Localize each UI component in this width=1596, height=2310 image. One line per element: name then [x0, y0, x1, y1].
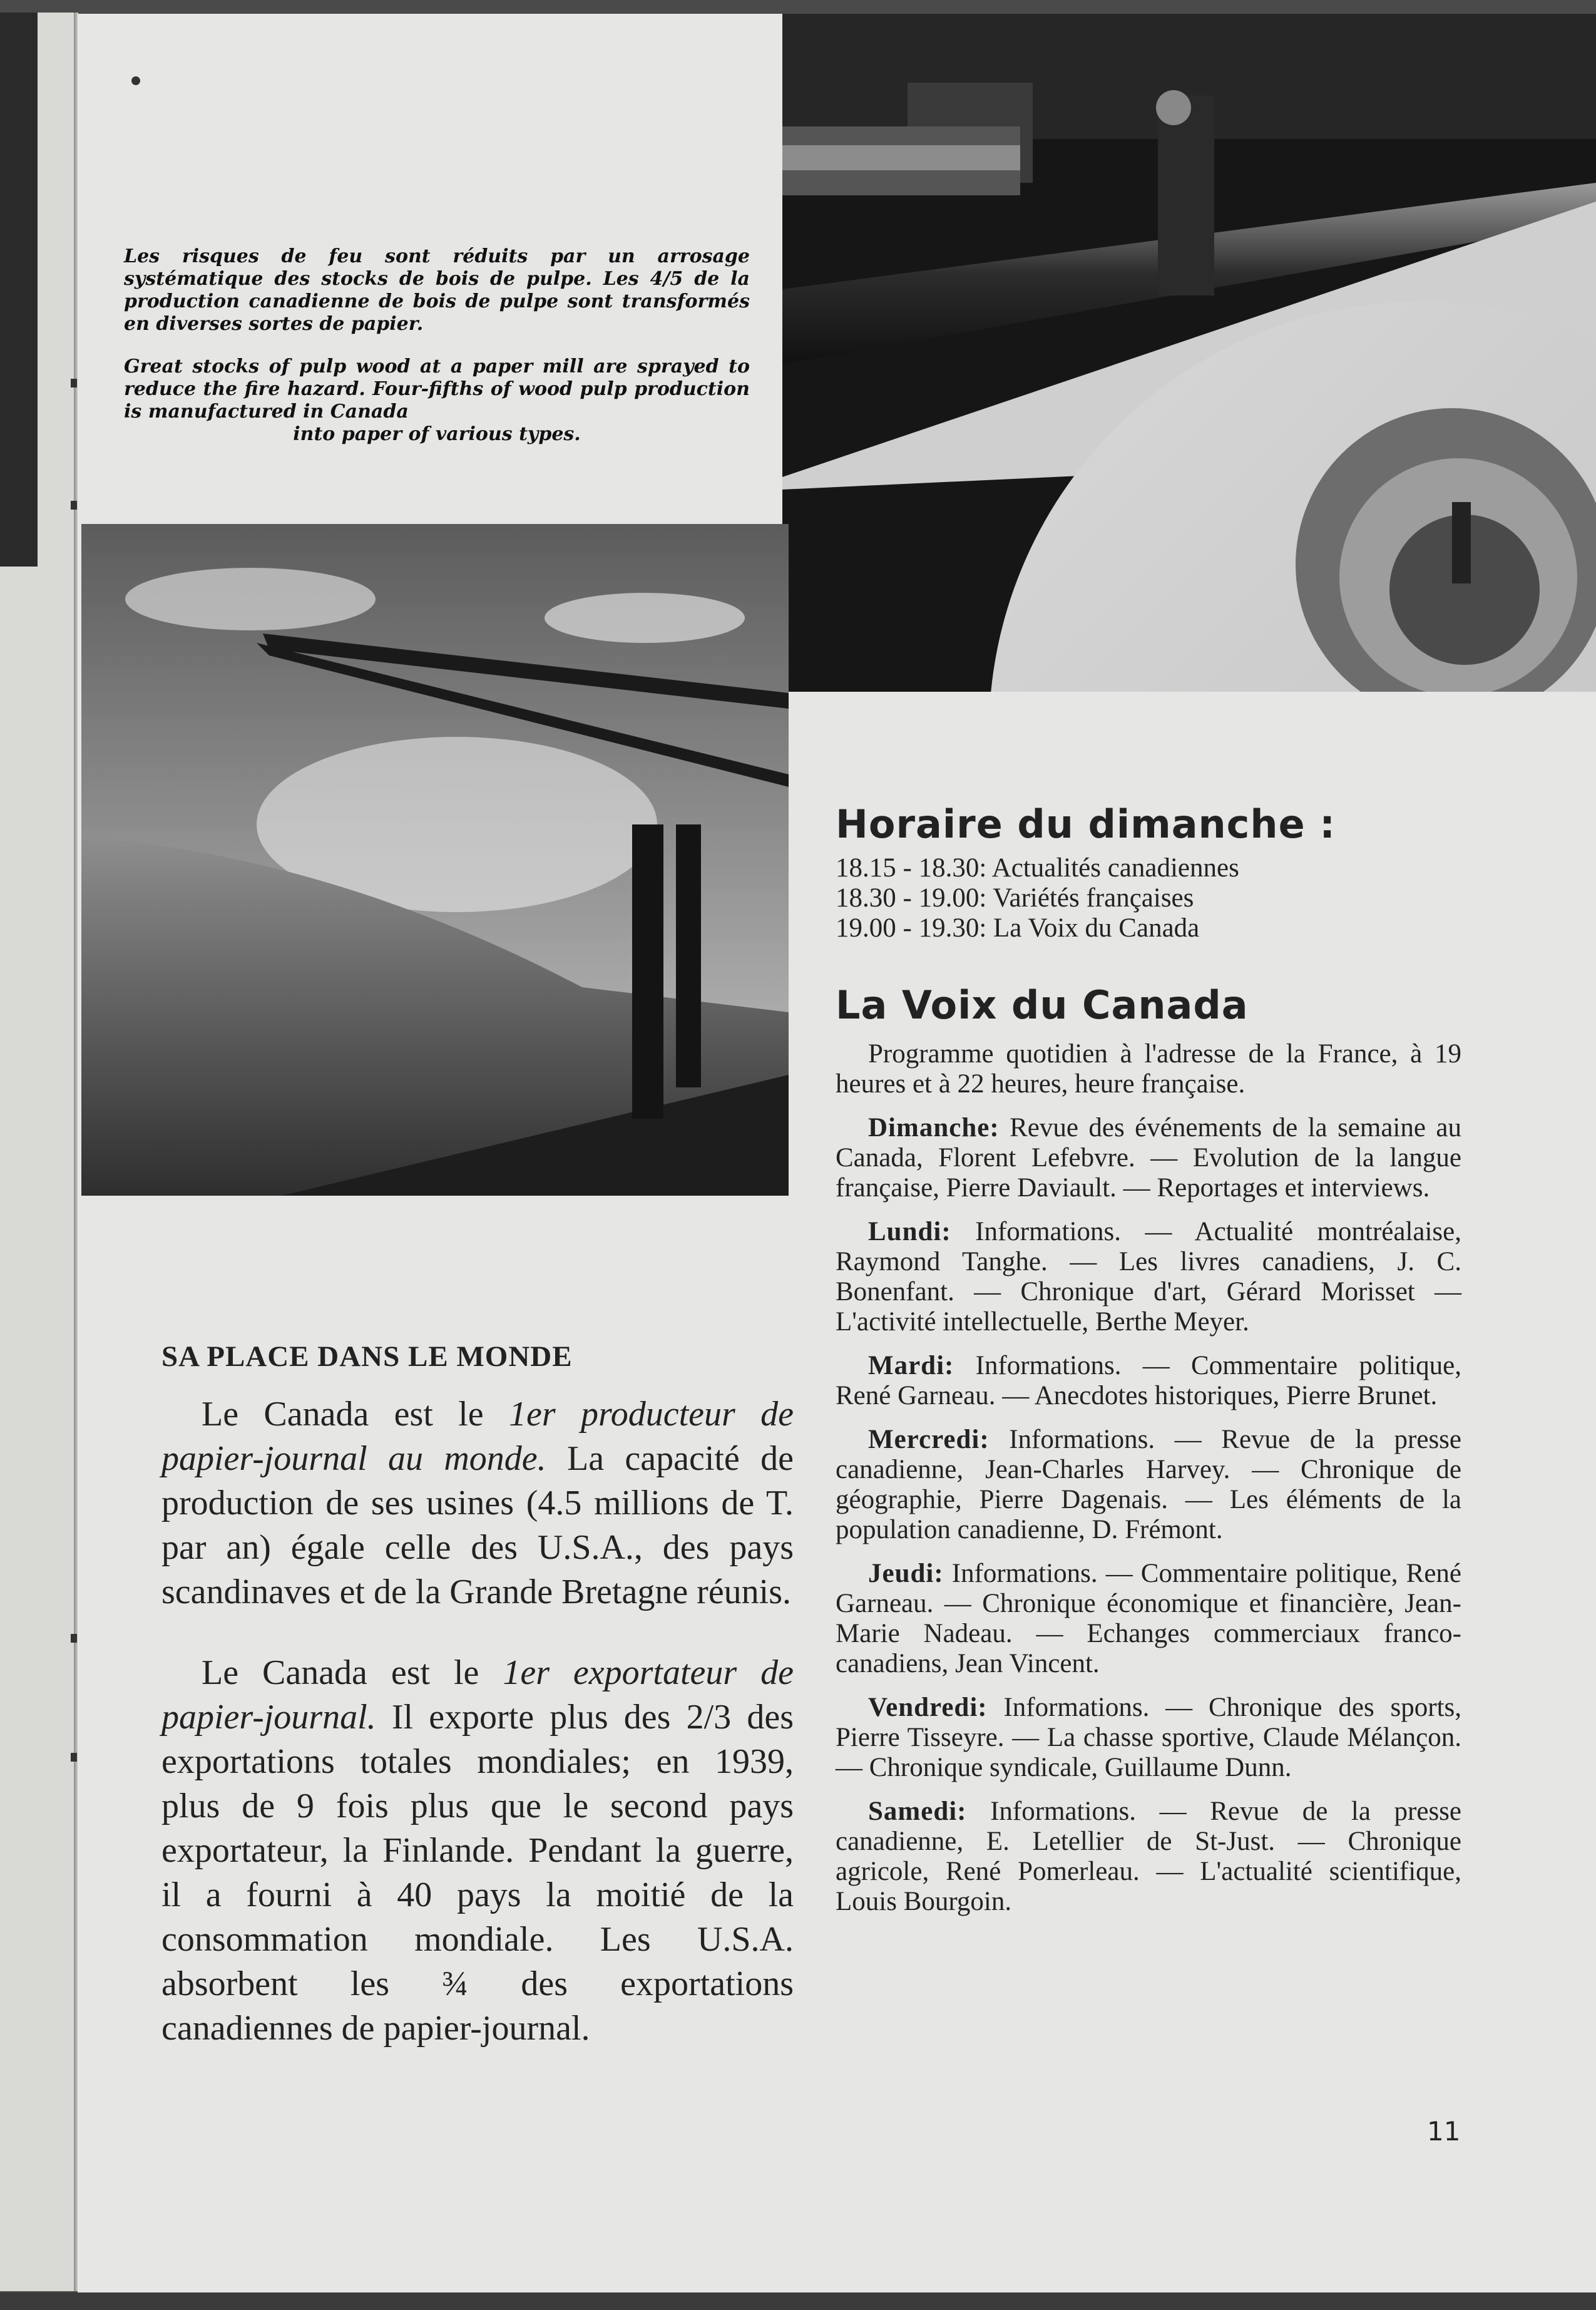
binding-stitch — [71, 1753, 77, 1762]
program-intro: Programme quotidien à l'adresse de la France, à 19 heures et à 22 heures, heure française. — [836, 1039, 1461, 1099]
day-text: Informations. — Actualité montréalaise, Raymond Tanghe. — Les livres canadiens, J. C. Bonenfant. — Chronique d'art, Gérard Morisset — L'activité intellectuelle, Berthe Meyer. — [836, 1217, 1461, 1337]
print-dot — [131, 76, 140, 85]
section-heading: SA PLACE DANS LE MONDE — [161, 1340, 573, 1373]
program-day — [836, 1425, 1461, 1545]
binding-stitch — [71, 379, 77, 388]
caption-french: Les risques de feu sont réduits par un arrosage systématique des stocks de bois de pulpe. Les 4/5 de la production canadienne de bois de pulpe sont transformés en diverses sortes de papier. — [124, 245, 750, 335]
day-label: Vendredi: — [868, 1693, 988, 1722]
background-surface — [0, 2292, 1596, 2310]
schedule-item: 18.15 - 18.30: Actualités canadiennes — [836, 853, 1239, 883]
caption-english: Great stocks of pulp wood at a paper mill are sprayed to reduce the fire hazard. Four-fifths of wood pulp production is manufactured in Canada — [124, 356, 750, 423]
schedule-item: 18.30 - 19.00: Variétés françaises — [836, 883, 1194, 913]
text-run: Le Canada est le — [202, 1653, 503, 1692]
program-day — [836, 1217, 1461, 1337]
day-text: Informations. — Commentaire politique, René Garneau. — Chronique économique et financière, Jean-Marie Nadeau. — Echanges commerciaux franco-canadiens, Jean Vincent. — [836, 1559, 1461, 1678]
binding-stitch — [71, 501, 77, 510]
day-label: Mercredi: — [868, 1425, 990, 1454]
binding-stitch — [71, 1634, 77, 1643]
day-label: Mardi: — [868, 1351, 954, 1380]
photo-caption — [124, 245, 750, 446]
program-day — [836, 1351, 1461, 1411]
program-day — [836, 1559, 1461, 1679]
right-article — [836, 801, 1461, 1931]
pulpwood-spray-photo — [81, 524, 789, 1196]
text-run: Le Canada est le — [202, 1395, 509, 1434]
left-article — [161, 1340, 794, 2087]
day-label: Lundi: — [868, 1217, 951, 1246]
day-label: Jeudi: — [868, 1559, 944, 1588]
program-day — [836, 1113, 1461, 1203]
day-text: Informations. — Commentaire politique, René Garneau. — Anecdotes historiques, Pierre Brunet. — [836, 1351, 1461, 1410]
page-number: 11 — [1427, 2116, 1461, 2147]
caption-english-end: into paper of various types. — [293, 423, 581, 445]
day-text: Informations. — Revue de la presse canadienne, Jean-Charles Harvey. — Chronique de géographie, Pierre Dagenais. — Les éléments de la population canadienne, D. Frémont. — [836, 1425, 1461, 1544]
emphasis-text: 1er exportateur de papier-journal. — [161, 1653, 794, 1737]
paper-roll-photo — [782, 14, 1596, 692]
schedule-list — [836, 853, 1461, 943]
schedule-title: Horaire du dimanche : — [836, 801, 1336, 847]
day-text: Revue des événements de la semaine au Canada, Florent Lefebvre. — Evolution de la langue française, Pierre Daviault. — Reportages et interviews. — [836, 1113, 1461, 1203]
day-text: Informations. — Revue de la presse canadienne, E. Letellier de St-Just. — Chronique agricole, René Pomerleau. — L'actualité scientifique, Louis Bourgoin. — [836, 1797, 1461, 1916]
program-day — [836, 1797, 1461, 1917]
emphasis-text: 1er producteur de papier-journal au monde. — [161, 1395, 794, 1478]
day-label: Samedi: — [868, 1797, 967, 1826]
previous-page-photo-edge — [0, 13, 38, 567]
text-run: Il exporte plus des 2/3 des exportations totales mondiales; en 1939, plus de 9 fois plus que le second pays exportateur, la Finlande. Pendant la guerre, il a fourni à 40 pays la moitié de la consommation mondiale. Les U.S.A. absorbent les ¾ des exportations canadiennes de papier-journal. — [161, 1698, 794, 2048]
program-day — [836, 1693, 1461, 1783]
day-text: Informations. — Chronique des sports, Pierre Tisseyre. — La chasse sportive, Claude Mélançon. — Chronique syndicale, Guillaume Dunn. — [836, 1693, 1461, 1782]
text-run: La capacité de production de ses usines (4.5 millions de T. par an) égale celle des U.S.A., des pays scandinaves et de la Grande Bretagne réunis. — [161, 1439, 794, 1611]
program-title: La Voix du Canada — [836, 982, 1249, 1028]
day-label: Dimanche: — [868, 1113, 1000, 1142]
schedule-item: 19.00 - 19.30: La Voix du Canada — [836, 913, 1200, 943]
paragraph-exporter — [161, 1651, 794, 2051]
paragraph-producer — [161, 1392, 794, 1614]
